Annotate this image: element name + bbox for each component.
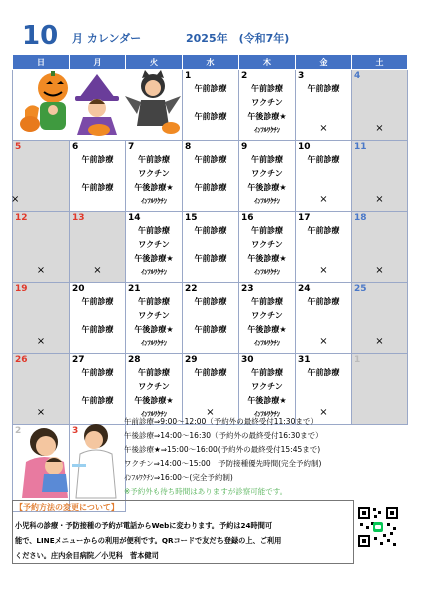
day-number: 23: [241, 284, 254, 294]
day-cell-21[interactable]: [126, 283, 183, 354]
day-number: 22: [185, 284, 198, 294]
notice-line: ください。庄内余目病院／小児科 菅本健司: [15, 551, 159, 560]
vaccine-label: ワクチン: [138, 382, 170, 391]
vaccination-illustration: [14, 418, 120, 498]
closed-mark: ×: [319, 194, 328, 205]
day-cell-10[interactable]: [296, 141, 352, 212]
day-cell-5[interactable]: [13, 141, 70, 212]
vaccine-label: ワクチン: [251, 382, 283, 391]
closed-mark: ×: [375, 336, 384, 347]
day-number: 21: [128, 284, 141, 294]
closed-mark: ×: [36, 336, 46, 347]
am-clinic-label: 午前診療: [194, 254, 227, 263]
weekday-tue: 火: [126, 55, 183, 70]
day-cell-next-1[interactable]: [352, 354, 408, 425]
halloween-illustration: [13, 70, 183, 138]
day-cell-30[interactable]: [239, 354, 296, 425]
day-cell-19[interactable]: [13, 283, 70, 354]
weekday-thu: 木: [239, 55, 296, 70]
closed-mark: ×: [375, 194, 384, 205]
reservation-notice: [12, 500, 354, 564]
am-clinic-label: 午前診療: [251, 84, 283, 93]
pm-star-clinic-label: 午後診療★: [247, 254, 287, 263]
hours-legend: [124, 415, 409, 499]
pm-star-clinic-label: 午後診療★: [134, 396, 174, 405]
notice-body: [15, 518, 351, 563]
week-row: [13, 70, 408, 141]
day-cell-14[interactable]: [126, 212, 183, 283]
am-clinic-label: 午前診療: [138, 226, 170, 235]
day-cell-24[interactable]: [296, 283, 352, 354]
day-number: 31: [298, 355, 311, 365]
day-number: 28: [128, 355, 141, 365]
day-number: 14: [128, 213, 141, 223]
vaccine-label: ワクチン: [251, 311, 283, 320]
day-number: 1: [185, 71, 192, 81]
day-number: 6: [72, 142, 79, 152]
week-row: [13, 212, 408, 283]
day-cell-16[interactable]: [239, 212, 296, 283]
flu-vaccine-label: ｲﾝﾌﾙﾜｸﾁﾝ: [254, 268, 280, 276]
legend-flu-hours: ｲﾝﾌﾙﾜｸﾁﾝ⇒16:00～(完全予約制): [124, 473, 233, 482]
am-clinic-label: 午前診療: [81, 183, 114, 192]
am-clinic-label: 午前診療: [81, 297, 114, 306]
day-cell-6[interactable]: [70, 141, 126, 212]
am-clinic-label: 午前診療: [194, 297, 227, 306]
day-number: 2: [241, 71, 248, 81]
am-clinic-label: 午前診療: [307, 84, 340, 93]
pm-star-clinic-label: 午後診療★: [134, 183, 174, 192]
day-cell-11[interactable]: [352, 141, 408, 212]
pm-star-clinic-label: 午後診療★: [247, 112, 287, 121]
day-number: 7: [128, 142, 135, 152]
day-number: 9: [241, 142, 248, 152]
weekday-wed: 水: [183, 55, 239, 70]
closed-mark: ×: [36, 407, 46, 418]
day-number: 10: [298, 142, 311, 152]
day-number: 3: [298, 71, 305, 81]
year-label: 2025年 (令和7年): [186, 32, 290, 45]
pm-star-clinic-label: 午後診療★: [134, 325, 174, 334]
am-clinic-label: 午前診療: [251, 368, 283, 377]
day-cell-15[interactable]: [183, 212, 239, 283]
day-cell-26[interactable]: [13, 354, 70, 425]
day-cell-17[interactable]: [296, 212, 352, 283]
day-number: 15: [185, 213, 198, 223]
am-clinic-label: 午前診療: [194, 84, 227, 93]
day-number: 13: [72, 213, 85, 223]
day-number: 29: [185, 355, 198, 365]
flu-vaccine-label: ｲﾝﾌﾙﾜｸﾁﾝ: [141, 410, 167, 418]
am-clinic-label: 午前診療: [194, 155, 227, 164]
closed-mark: ×: [375, 123, 384, 134]
day-cell-23[interactable]: [239, 283, 296, 354]
day-number: 12: [15, 213, 28, 223]
flu-vaccine-label: ｲﾝﾌﾙﾜｸﾁﾝ: [254, 197, 280, 205]
pm-star-clinic-label: 午後診療★: [247, 183, 287, 192]
am-clinic-label: 午前診療: [81, 155, 114, 164]
am-clinic-label: 午前診療: [194, 368, 227, 377]
closed-mark: ×: [319, 265, 328, 276]
day-number: 26: [15, 355, 28, 365]
am-clinic-label: 午前診療: [194, 325, 227, 334]
day-number: 4: [354, 71, 361, 81]
am-clinic-label: 午前診療: [307, 297, 340, 306]
flu-vaccine-label: ｲﾝﾌﾙﾜｸﾁﾝ: [254, 339, 280, 347]
am-clinic-label: 午前診療: [194, 226, 227, 235]
legend-note: ※予約外も待ち時間はありますが診察可能です。: [124, 487, 288, 496]
am-clinic-label: 午前診療: [251, 226, 283, 235]
day-cell-3[interactable]: [296, 70, 352, 141]
calendar-header: [0, 0, 424, 54]
day-number: 27: [72, 355, 85, 365]
am-clinic-label: 午前診療: [251, 155, 283, 164]
closed-mark: ×: [319, 336, 328, 347]
legend-pm-hours: 午後診療⇒14:00～16:30（予約外の最終受付16:30まで）: [124, 431, 323, 440]
day-cell-2[interactable]: [239, 70, 296, 141]
closed-mark: ×: [319, 123, 328, 134]
legend-am-hours: 午前診療⇒9:00～12:00（予約外の最終受付11:30まで）: [124, 417, 318, 426]
day-cell-18[interactable]: [352, 212, 408, 283]
day-number: 24: [298, 284, 311, 294]
day-number: 17: [298, 213, 311, 223]
day-cell-4[interactable]: [352, 70, 408, 141]
month-label: 月 カレンダー: [72, 32, 142, 45]
am-clinic-label: 午前診療: [194, 183, 227, 192]
day-number: 16: [241, 213, 254, 223]
day-cell-7[interactable]: [126, 141, 183, 212]
flu-vaccine-label: ｲﾝﾌﾙﾜｸﾁﾝ: [254, 410, 280, 418]
day-number: 8: [185, 142, 192, 152]
closed-mark: ×: [319, 407, 328, 418]
flu-vaccine-label: ｲﾝﾌﾙﾜｸﾁﾝ: [254, 126, 280, 134]
day-number: 25: [354, 284, 367, 294]
day-number: 18: [354, 213, 367, 223]
closed-mark: ×: [375, 265, 384, 276]
weekday-fri: 金: [296, 55, 352, 70]
day-cell-27[interactable]: [70, 354, 126, 425]
halloween-illustration-cell: [13, 70, 183, 141]
am-clinic-label: 午前診療: [307, 226, 340, 235]
weekday-header-row: [13, 55, 408, 70]
notice-line: 小児科の診療・予防接種の予約が電話からWebに変わります。予約は24時間可: [15, 521, 273, 530]
am-clinic-label: 午前診療: [251, 297, 283, 306]
day-number: 5: [15, 142, 22, 152]
day-number: 11: [354, 142, 367, 152]
am-clinic-label: 午前診療: [138, 297, 170, 306]
day-number: 20: [72, 284, 85, 294]
day-number: 19: [15, 284, 28, 294]
legend-pm-star-hours: 午後診療★⇒15:00～16:00(予約外の最終受付15:45まで): [124, 445, 321, 454]
flu-vaccine-label: ｲﾝﾌﾙﾜｸﾁﾝ: [141, 339, 167, 347]
day-cell-8[interactable]: [183, 141, 239, 212]
closed-mark: ×: [206, 407, 215, 418]
week-row: [13, 354, 408, 425]
closed-mark: ×: [36, 265, 46, 276]
flu-vaccine-label: ｲﾝﾌﾙﾜｸﾁﾝ: [141, 197, 167, 205]
vaccine-label: ワクチン: [138, 169, 170, 178]
vaccine-label: ワクチン: [251, 240, 283, 249]
am-clinic-label: 午前診療: [138, 155, 170, 164]
weekday-sat: 土: [352, 55, 408, 70]
am-clinic-label: 午前診療: [307, 368, 340, 377]
weekday-sun: 日: [13, 55, 70, 70]
weekday-mon: 月: [70, 55, 126, 70]
am-clinic-label: 午前診療: [307, 155, 340, 164]
am-clinic-label: 午前診療: [81, 325, 114, 334]
day-cell-13[interactable]: [70, 212, 126, 283]
am-clinic-label: 午前診療: [194, 112, 227, 121]
week-row: [13, 283, 408, 354]
month-number: 10: [22, 21, 59, 51]
day-number: 2: [15, 426, 22, 436]
day-cell-20[interactable]: [70, 283, 126, 354]
vaccine-label: ワクチン: [138, 240, 170, 249]
qr-code[interactable]: [357, 506, 399, 548]
notice-title: 【予約方法の変更について】: [15, 503, 119, 512]
day-cell-22[interactable]: [183, 283, 239, 354]
vaccine-label: ワクチン: [138, 311, 170, 320]
day-cell-12[interactable]: [13, 212, 70, 283]
day-cell-9[interactable]: [239, 141, 296, 212]
vaccine-label: ワクチン: [251, 98, 283, 107]
am-clinic-label: 午前診療: [81, 396, 114, 405]
notice-line: 能で、LINEメニューからの利用が便利です。QRコードで友だち登録の上、ご利用: [15, 536, 282, 545]
pm-star-clinic-label: 午後診療★: [247, 396, 287, 405]
closed-mark: ×: [93, 265, 102, 276]
day-number: 30: [241, 355, 254, 365]
legend-vaccine-hours: ワクチン⇒14:00～15:00 予防接種優先時間(完全予約制): [124, 459, 322, 468]
day-cell-31[interactable]: [296, 354, 352, 425]
flu-vaccine-label: ｲﾝﾌﾙﾜｸﾁﾝ: [141, 268, 167, 276]
day-cell-28[interactable]: [126, 354, 183, 425]
day-cell-1[interactable]: [183, 70, 239, 141]
am-clinic-label: 午前診療: [138, 368, 170, 377]
am-clinic-label: 午前診療: [81, 368, 114, 377]
pm-star-clinic-label: 午後診療★: [247, 325, 287, 334]
pm-star-clinic-label: 午後診療★: [134, 254, 174, 263]
week-row: [13, 141, 408, 212]
day-number: 1: [354, 355, 361, 365]
day-cell-25[interactable]: [352, 283, 408, 354]
day-cell-29[interactable]: [183, 354, 239, 425]
closed-mark: ×: [11, 194, 20, 205]
day-number: 3: [72, 426, 79, 436]
vaccine-label: ワクチン: [251, 169, 283, 178]
